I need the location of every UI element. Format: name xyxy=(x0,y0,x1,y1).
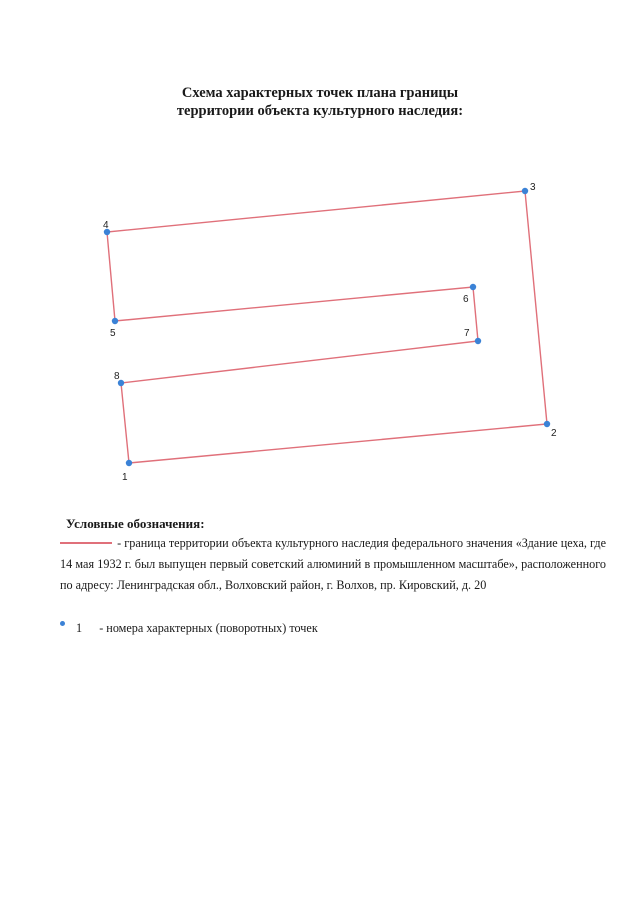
point-dot-icon xyxy=(60,621,65,626)
legend-point-number: 1 xyxy=(76,621,83,635)
point-4-label: 4 xyxy=(103,220,109,231)
legend-points-entry xyxy=(60,620,318,636)
point-6-label: 6 xyxy=(463,294,469,305)
boundary-line xyxy=(107,191,547,463)
point-1-label: 1 xyxy=(122,472,128,483)
point-5-marker xyxy=(112,318,118,324)
boundary-line-swatch xyxy=(60,542,112,544)
legend-boundary-entry xyxy=(60,533,606,596)
point-2-marker xyxy=(544,421,550,427)
point-3-label: 3 xyxy=(530,182,536,193)
point-1-marker xyxy=(126,460,132,466)
point-7-label: 7 xyxy=(464,328,470,339)
point-7-marker xyxy=(475,338,481,344)
legend-point-text: - номера характерных (поворотных) точек xyxy=(99,621,318,635)
point-labels xyxy=(103,182,557,483)
point-8-label: 8 xyxy=(114,371,120,382)
legend-boundary-text: - граница территории объекта культурного наследия федерального значения «Здание цеха, где 14 мая 1932 г. был выпущен первый советский алюминий в промышленном масштабе», расположенного по адресу: Ленинградская обл., Волховский район, г. Волхов, пр. Кировский, д. 20 xyxy=(60,536,607,592)
point-markers xyxy=(104,188,550,466)
point-3-marker xyxy=(522,188,528,194)
legend-heading: Условные обозначения: xyxy=(66,516,205,531)
point-5-label: 5 xyxy=(110,328,116,339)
point-2-label: 2 xyxy=(551,428,557,439)
point-6-marker xyxy=(470,284,476,290)
title-line-1: Схема характерных точек плана границы xyxy=(181,85,459,101)
title-line-2: территории объекта культурного наследия: xyxy=(176,103,464,119)
